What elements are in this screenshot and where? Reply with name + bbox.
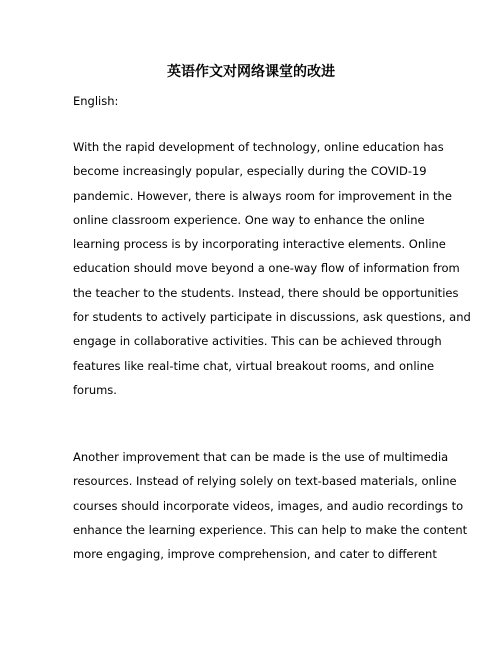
paragraph-line: forums. xyxy=(73,382,117,397)
paragraph-line: online classroom experience. One way to enhance the online xyxy=(73,212,425,227)
language-label: English: xyxy=(73,94,119,108)
paragraph-line: features like real-time chat, virtual breakout rooms, and online xyxy=(73,358,435,373)
paragraph-line: engage in collaborative activities. This can be achieved through xyxy=(73,334,442,349)
paragraph-line: more engaging, improve comprehension, and cater to different xyxy=(73,547,437,562)
paragraph-1 xyxy=(73,135,471,402)
paragraph-line: the teacher to the students. Instead, there should be opportunities xyxy=(73,285,459,300)
paragraph-line: With the rapid development of technology, online education has xyxy=(73,140,444,154)
document-title: 英语作文对网络课堂的改进 xyxy=(167,64,335,80)
paragraph-line: for students to actively participate in discussions, ask questions, and xyxy=(73,310,471,325)
paragraph-line: learning process is by incorporating interactive elements. Online xyxy=(73,237,446,252)
paragraph-line: education should move beyond a one-way flow of information from xyxy=(73,261,460,276)
paragraph-line: become increasingly popular, especially during the COVID-19 xyxy=(73,164,427,179)
paragraph-line: resources. Instead of relying solely on text-based materials, online xyxy=(73,474,457,489)
paragraph-line: courses should incorporate videos, images, and audio recordings to xyxy=(73,498,464,513)
paragraph-2 xyxy=(73,445,468,566)
paragraph-line: enhance the learning experience. This can help to make the content xyxy=(73,522,468,537)
paragraph-line: pandemic. However, there is always room for improvement in the xyxy=(73,188,452,203)
paragraph-line: Another improvement that can be made is the use of multimedia xyxy=(73,450,449,464)
